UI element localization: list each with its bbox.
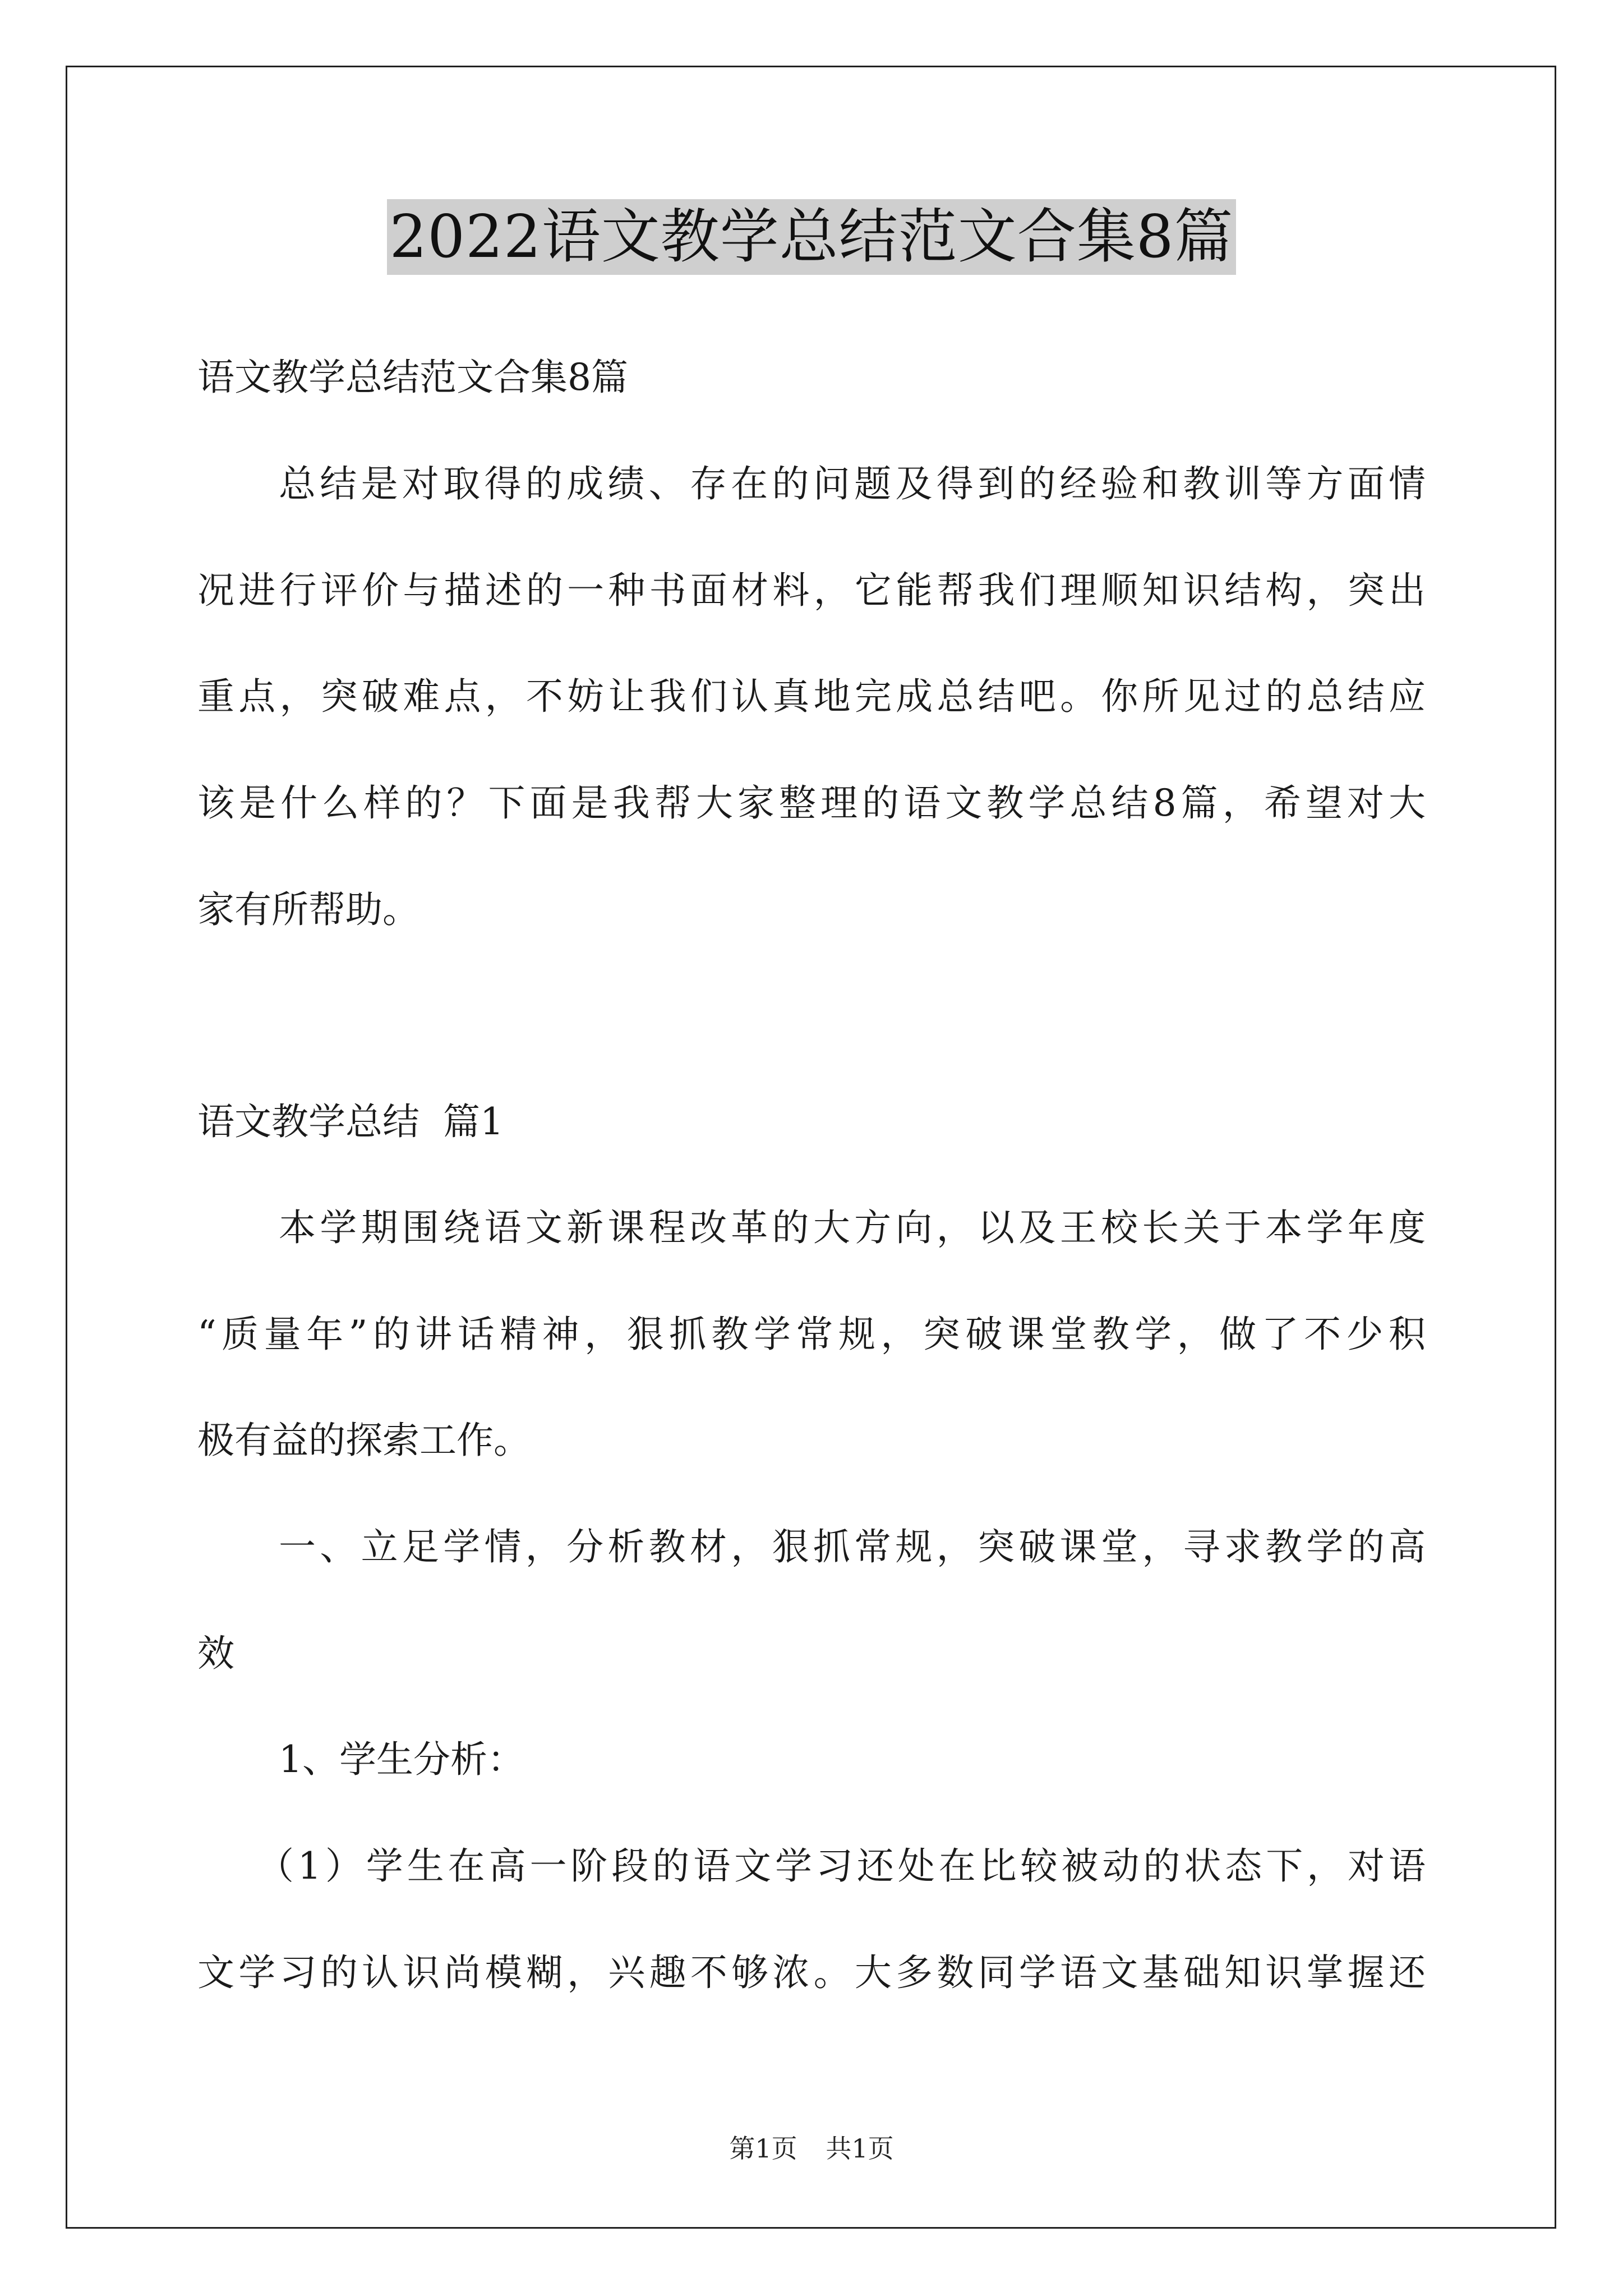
section-heading: 语文教学总结 篇1 <box>197 1100 504 1143</box>
footer-page-total: 共1页 <box>826 2133 894 2164</box>
page-footer <box>0 2132 1623 2165</box>
document-title: 2022语文教学总结范文合集8篇 <box>387 199 1235 275</box>
intro-line-4: 该是什么样的？下面是我帮大家整理的语文教学总结8篇，希望对大 <box>197 781 1426 825</box>
footer-page-number: 第1页 <box>729 2133 797 2164</box>
title-block <box>0 199 1623 275</box>
section-line-1: 本学期围绕语文新课程改革的大方向，以及王校长关于本学年度 <box>279 1206 1426 1249</box>
intro-line-2: 况进行评价与描述的一种书面材料，它能帮我们理顺知识结构，突出 <box>197 569 1426 612</box>
intro-line-3: 重点，突破难点，不妨让我们认真地完成总结吧。你所见过的总结应 <box>197 675 1426 718</box>
point1-line-1: 一、立足学情，分析教材，狠抓常规，突破课堂，寻求教学的高 <box>279 1525 1426 1568</box>
point1-detail-line-2: 文学习的认识尚模糊，兴趣不够浓。大多数同学语文基础知识掌握还 <box>197 1951 1426 1994</box>
intro-line-5: 家有所帮助。 <box>197 888 419 931</box>
intro-line-1: 总结是对取得的成绩、存在的问题及得到的经验和教训等方面情 <box>279 462 1426 505</box>
section-line-3: 极有益的探索工作。 <box>197 1419 531 1462</box>
point1-sub-heading: 1、学生分析： <box>279 1738 524 1781</box>
point1-line-2: 效 <box>197 1632 234 1675</box>
document-subtitle: 语文教学总结范文合集8篇 <box>197 356 628 399</box>
section-line-2: “质量年”的讲话精神，狠抓教学常规，突破课堂教学，做了不少积 <box>197 1313 1426 1356</box>
point1-detail-line-1: （1）学生在高一阶段的语文学习还处在比较被动的状态下，对语 <box>257 1844 1426 1888</box>
